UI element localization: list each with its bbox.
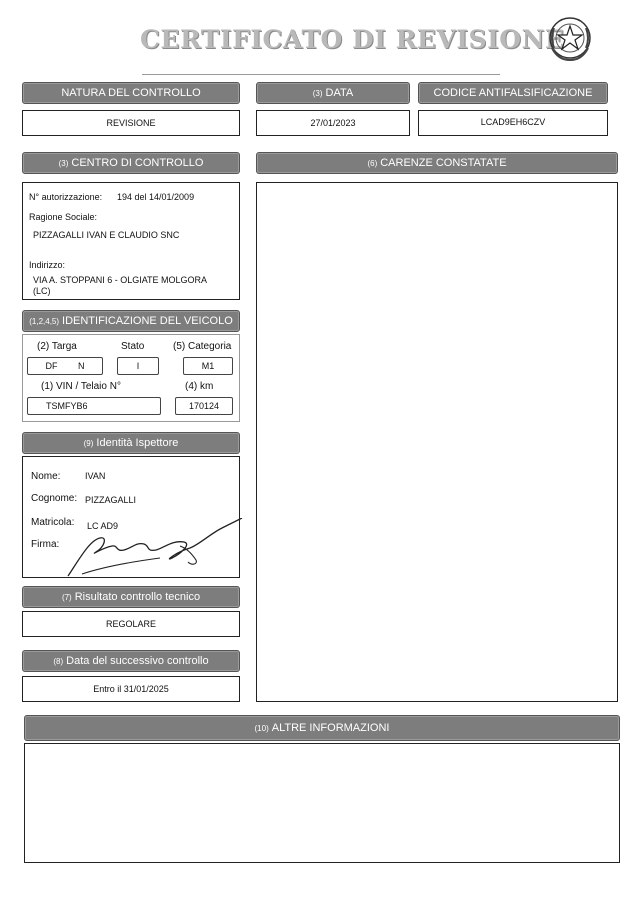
targa-label: (2) Targa	[37, 341, 77, 352]
ragione-value: PIZZAGALLI IVAN E CLAUDIO SNC	[33, 230, 180, 240]
inspector-signature	[60, 518, 245, 580]
targa-suffix: N	[78, 361, 85, 371]
targa-prefix: DF	[45, 361, 58, 371]
successivo-box	[22, 676, 240, 702]
carenze-header: (6) CARENZE CONSTATATE	[256, 152, 618, 174]
nome-value: IVAN	[85, 471, 106, 481]
codice-header: CODICE ANTIFALSIFICAZIONE	[418, 82, 608, 104]
ragione-label: Ragione Sociale:	[29, 212, 98, 222]
matricola-label: Matricola:	[31, 517, 75, 528]
altre-box	[24, 743, 620, 863]
vin-value: TSMFYB6	[46, 401, 88, 411]
stato-field: I	[117, 357, 159, 375]
italian-republic-emblem-icon	[544, 14, 596, 64]
data-value: 27/01/2023	[310, 118, 356, 128]
indirizzo-line1: VIA A. STOPPANI 6 - OLGIATE MOLGORA	[33, 275, 208, 285]
codice-box	[418, 110, 608, 136]
indirizzo-line2: (LC)	[33, 286, 51, 296]
successivo-value: Entro il 31/01/2025	[93, 684, 169, 694]
data-header: (3) DATA	[256, 82, 410, 104]
data-box	[256, 110, 410, 136]
risultato-header: (7) Risultato controllo tecnico	[22, 586, 240, 608]
centro-header: (3) CENTRO DI CONTROLLO	[22, 152, 240, 174]
targa-field	[27, 357, 103, 375]
indirizzo-label: Indirizzo:	[29, 260, 66, 270]
autorizzazione-value: 194 del 14/01/2009	[117, 192, 195, 202]
natura-box	[22, 110, 240, 136]
veicolo-box	[22, 334, 240, 422]
title-underline	[142, 74, 500, 75]
firma-label: Firma:	[31, 539, 60, 550]
categoria-label: (5) Categoria	[173, 341, 232, 352]
natura-header: NATURA DEL CONTROLLO	[22, 82, 240, 104]
km-label: (4) km	[185, 381, 214, 392]
stato-label: Stato	[121, 341, 145, 352]
successivo-header: (8) Data del successivo controllo	[22, 650, 240, 672]
cognome-label: Cognome:	[31, 493, 78, 504]
ispettore-header: (9) Identità Ispettore	[22, 432, 240, 454]
nome-label: Nome:	[31, 471, 61, 482]
risultato-box	[22, 611, 240, 637]
document-title: CERTIFICATO DI REVISIONE	[140, 25, 565, 54]
codice-value: LCAD9EH6CZV	[480, 117, 546, 127]
autorizzazione-label: N° autorizzazione:	[29, 192, 103, 202]
categoria-field: M1	[183, 357, 233, 375]
matricola-value: LC AD9	[87, 521, 119, 531]
carenze-box	[256, 182, 618, 702]
vin-label: (1) VIN / Telaio N°	[41, 381, 121, 392]
veicolo-header: (1,2,4,5) IDENTIFICAZIONE DEL VEICOLO	[22, 310, 240, 332]
risultato-value: REGOLARE	[105, 619, 156, 629]
vin-field	[27, 397, 161, 415]
centro-box	[22, 182, 240, 300]
natura-value: REVISIONE	[106, 118, 156, 128]
altre-header: (10) ALTRE INFORMAZIONI	[24, 715, 620, 741]
km-field: 170124	[175, 397, 233, 415]
cognome-value: PIZZAGALLI	[85, 495, 137, 505]
